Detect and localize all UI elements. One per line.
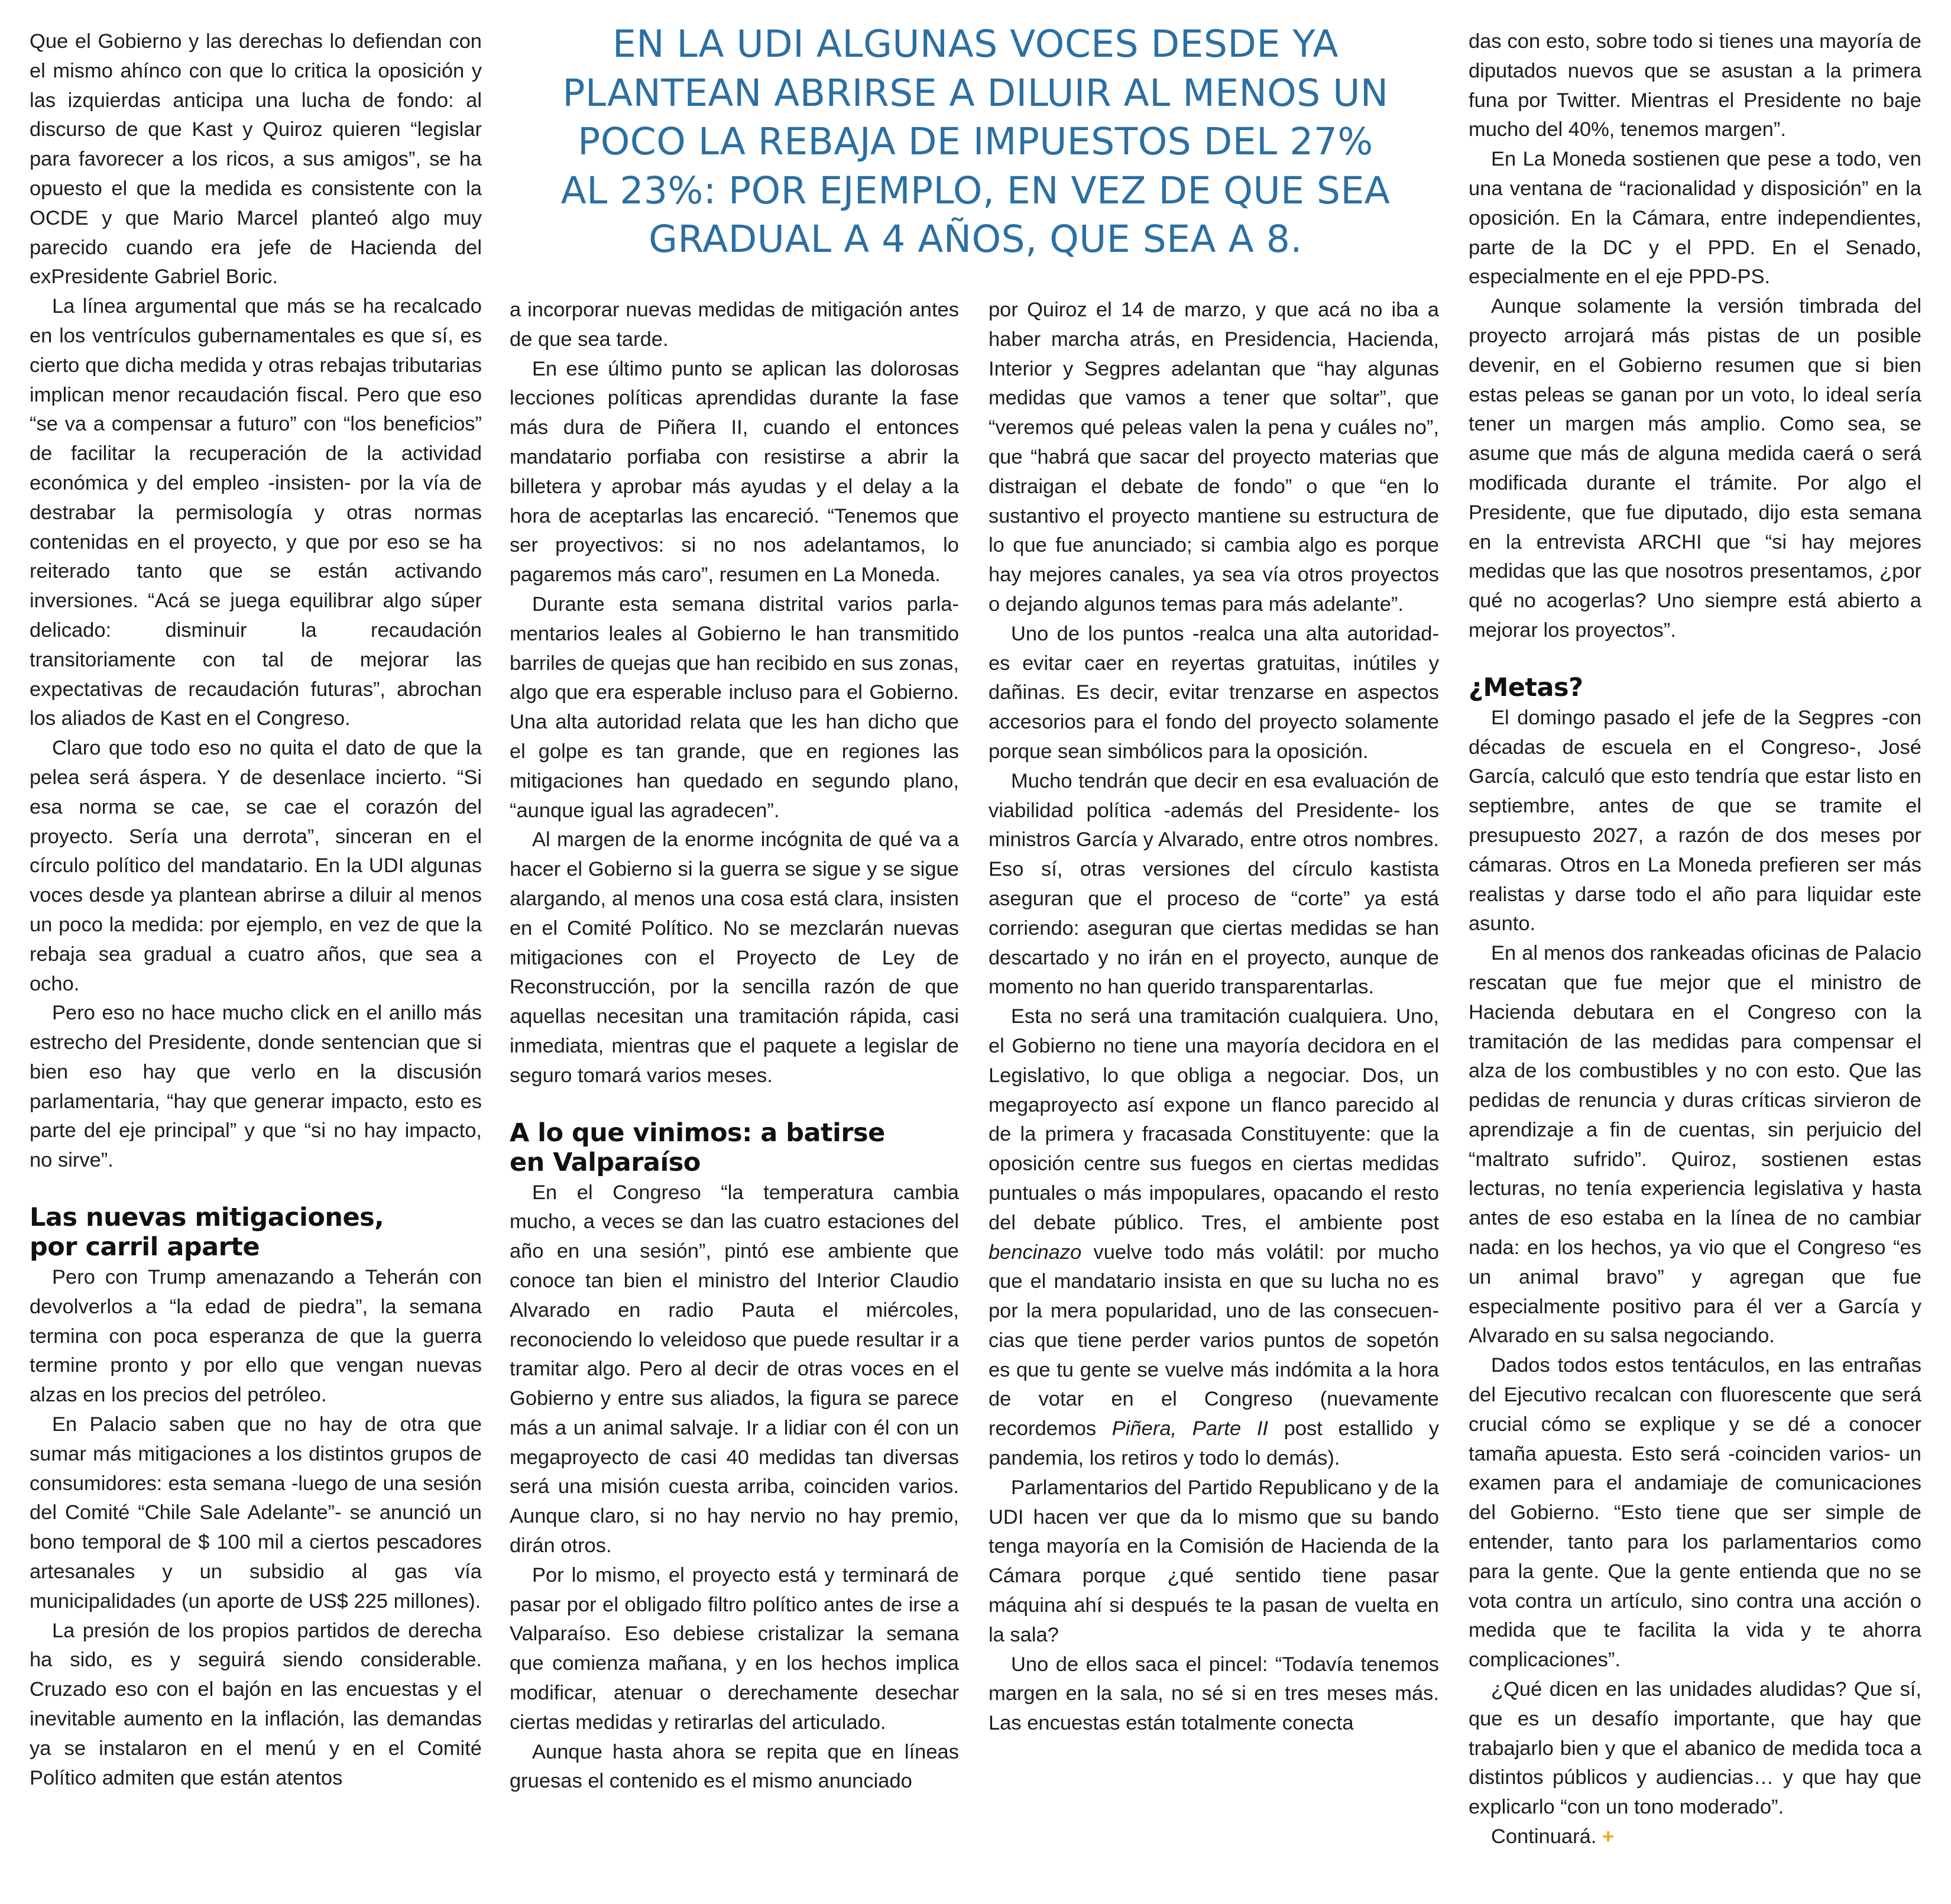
paragraph: Aunque solamente la versión timbrada del proyecto arrojará más pistas de un posible devenir, en el Gobierno resumen que si bien estas peleas se ganan por un voto, lo ideal sería tener un margen más amplio. Como sea, se asume que más de alguna medida caerá o será modificada durante el trámite. Por algo el Presidente, que fue diputado, dijo esta semana en la entrevista ARCHI que “si hay mejores medidas que las que nosotros presentamos, ¿por qué no acogerlas? Uno siempre está abierto a mejorar los proyectos”. — [1469, 295, 1921, 642]
paragraph: El domingo pasado el jefe de la Segpres -con décadas de escuela en el Congreso-, José García, calculó que esto tendría que estar listo en septiembre, antes de que se tramite el presupuesto 2027, a razón de dos meses por cámaras. Otros en La Moneda prefieren ser más realistas y darse todo el año para liquidar este asunto. — [1469, 706, 1921, 935]
subheading-line: A lo que vinimos: a batirse — [510, 1118, 885, 1148]
subheading-line: por carril aparte — [30, 1232, 260, 1262]
italic-term: bencinazo — [989, 1241, 1082, 1264]
paragraph: Dados todos estos tentáculos, en las entrañas del Ejecutivo recalcan con fluorescente que será crucial cómo se explique y se dé a conocer tamaña apuesta. Esto será -coinciden varios- un examen para el andamiaje de comunicaciones del Gobierno. “Esto tiene que ser simple de entender, tanto para los parlamentarios como para la gente. Que la gente entienda que no se vota contra un artículo, sino contra una acción o medida que te facilita la vida y te ahorra complicaciones”. — [1469, 1354, 1921, 1672]
paragraph: por Quiroz el 14 de marzo, y que acá no iba a haber marcha atrás, en Presidencia, Hacienda, Interior y Segpres adelantan que “hay algunas medidas que vamos a tener que soltar”, que “veremos qué peleas valen la pena y cuáles no”, que “habrá que sacar del proyecto materias que distraigan el debate de fondo” o que “en lo sustantivo el proyecto mantiene su estructura de lo que fue anunciado; si cambia algo es porque hay mejores canales, ya sea vía otros proyectos o dejando algunos temas para más adelante”. — [989, 299, 1439, 616]
column-2 — [510, 296, 959, 1878]
paragraph: En ese último punto se aplican las dolorosas lecciones políticas aprendidas durante la fase más dura de Piñera II, cuando el entonces mandatario porfiaba con resistirse a abrir la billetera y aprobar más ayudas y el delay a la hora de aceptarlas las encareció. “Tenemos que ser proyectivos: si no nos adelantamos, lo pagaremos más caro”, resumen en La Moneda. — [510, 357, 959, 587]
end-mark-icon: + — [1602, 1825, 1615, 1848]
column-4 — [1469, 27, 1921, 1878]
column-3 — [989, 296, 1439, 1878]
paragraph: Al margen de la enorme incógnita de qué va a hacer el Gobierno si la guerra se sigue y se sigue alargando, al menos una cosa está clara, insisten en el Comité Político. No se mezclarán nuevas mitigaciones con el Proyecto de Ley de Reconstrucción, por la sencilla razón de que aquellas necesitan una tramitación rápida, casi inmediata, mientras que el paquete a legislar de seguro tomará varios meses. — [510, 828, 959, 1087]
paragraph: Uno de ellos saca el pincel: “Todavía tenemos margen en la sala, no sé si en tres meses más. Las encuestas están totalmente conecta — [989, 1653, 1439, 1735]
paragraph: Parlamentarios del Partido Republicano y de la UDI hacen ver que da lo mismo que su bando tenga mayoría en la Comisión de Hacienda de la Cámara porque ¿qué sentido tiene pasar máquina ahí si después te la pasan de vuelta en la sala? — [989, 1476, 1439, 1646]
pull-quote-line: AL 23%: POR EJEMPLO, EN VEZ DE QUE SEA — [560, 169, 1391, 212]
paragraph: La presión de los propios partidos de derecha ha sido, es y seguirá siendo considerable. Cruzado eso con el bajón en las encuestas y el inevitable aumento en la inflación, las demandas ya se instalaron en el menú y en el Comité Político admiten que están atentos — [30, 1619, 482, 1789]
paragraph: En al menos dos rankeadas oficinas de Palacio rescatan que fue mejor que el ministro de Hacienda debutara en el Congreso con la tramitación de las medidas para compensar el alza de los combustibles y no con esto. Que las pedidas de renuncia y duras críticas sirvieron de aprendizaje a fin de cuentas, sin perjuicio del “maltrato sufrido”. Quiroz, sostienen estas lecturas, no tenía experiencia legislativa y hasta antes de eso estaba en la línea de no cambiar nada: en los hechos, ya vio que el Congreso “es un animal bravo” y agregan que fue especialmente positivo para él ver a García y Alvarado en su salsa negociando. — [1469, 942, 1921, 1348]
paragraph: Durante esta semana distrital varios parlamentarios leales al Gobierno le han transmitido barriles de quejas que han recibido en sus zonas, algo que era esperable incluso para el Gobierno. Una alta autoridad relata que les han dicho que el golpe es tan grande, que en regiones las mitigaciones han quedado en segundo plano, “aunque igual las agradecen”. — [510, 592, 959, 822]
paragraph: En Palacio saben que no hay de otra que sumar más mitigaciones a los distintos grupos de consumidores: esta semana -luego de una sesión del Comité “Chile Sale Adelante”- se anunció un bono temporal de $ 100 mil a ciertos pescadores artesanales y un subsidio al gas vía municipalidades (un aporte de US$ 225 millones). — [30, 1413, 482, 1612]
subheading-line: en Valparaíso — [510, 1147, 701, 1177]
subheading: ¿Metas? — [1469, 672, 1583, 702]
text-run: vuelve todo más volátil: por mucho que el mandatario insista en que su lucha no es por la mera popularidad, uno de las consecuencias que tiene perder varios puntos de sopetón es que tu gente se vuelve más indómita a la hora de votar en el Congreso (nuevamente recordemos — [989, 1241, 1439, 1440]
paragraph: La línea argumental que más se ha recalcado en los ventrículos gubernamentales es que sí, es cierto que dicha medida y otras rebajas tributarias implican menor recaudación fiscal. Pero que eso “se va a compensar a futuro” con “los beneficios” de facilitar la recuperación de la actividad económica y del empleo -insisten- por la vía de destrabar la permisología y otras normas contenidas en el proyecto, y que por eso se ha reiterado tanto que se están activando inversiones. “Acá se juega equilibrar algo súper delicado: disminuir la recaudación transitoriamente con tal de mejorar las expectativas de recaudación futuras”, abrochan los aliados de Kast en el Congreso. — [30, 295, 482, 730]
pull-quote-line: GRADUAL A 4 AÑOS, QUE SEA A 8. — [649, 218, 1302, 261]
paragraph: Pero con Trump amenazando a Teherán con devolverlos a “la edad de piedra”, la semana termina con poca esperanza de que la guerra termine pronto y por ello que vengan nuevas alzas en los precios del petróleo. — [30, 1266, 482, 1407]
text-run: post estallido y pandemia, los retiros y todo lo demás). — [989, 1417, 1439, 1470]
paragraph: En La Moneda sostienen que pese a todo, ven una ventana de “racionalidad y disposición” en la oposición. En la Cámara, entre independientes, parte de la DC y el PPD. En el Senado, especialmente en el eje PPD-PS. — [1469, 148, 1921, 289]
subheading-line: Las nuevas mitigaciones, — [30, 1203, 384, 1233]
paragraph: das con esto, sobre todo si tienes una mayoría de diputados nuevos que se asustan a la primera funa por Twitter. Mientras el Presidente no baje mucho del 40%, tenemos margen”. — [1469, 30, 1921, 141]
pull-quote-line: POCO LA REBAJA DE IMPUESTOS DEL 27% — [578, 120, 1373, 163]
subheading — [510, 1118, 959, 1177]
paragraph: Pero eso no hace mucho click en el anillo más estrecho del Presidente, donde sentencian que si bien eso hay que verlo en la discusión parlamentaria, “hay que generar impacto, esto es parte del eje principal” y que “si no hay impacto, no sirve”. — [30, 1002, 482, 1172]
pull-quote-line: PLANTEAN ABRIRSE A DILUIR AL MENOS UN — [562, 71, 1389, 115]
paragraph: Que el Gobierno y las derechas lo defiendan con el mismo ahínco con que lo critica la oposición y las izquierdas anticipa una lucha de fondo: al discurso de que Kast y Quiroz quieren “legislar para favorecer a los ricos, a sus amigos”, se ha opuesto el que la medida es consistente con la OCDE y que Mario Marcel planteó algo muy parecido cuando era jefe de Hacienda del exPresidente Gabriel Boric. — [30, 30, 482, 289]
column-1 — [30, 27, 482, 1878]
paragraph: Mucho tendrán que decir en esa evaluación de viabilidad política -además del Presidente- los ministros García y Alvarado, entre otros nombres. Eso sí, otras versiones del círculo kastista aseguran que el proceso de “corte” ya está corriendo: aseguran que ciertas medidas se han descartado y no irán en el proyecto, aunque de momento no han querido transparentarlas. — [989, 769, 1439, 999]
text-run: Esta no será una tramitación cualquiera. Uno, el Gobierno no tiene una mayoría decidora en el Legislativo, lo que obliga a negociar. Dos, un megaproyecto así expone un flanco parecido al de la primera y fracasada Constituyente: que la oposición centre sus fuegos en ciertas medidas puntuales o más impopulares, opacando el resto del debate público. Tres, el ambiente post — [989, 1005, 1439, 1234]
subheading — [30, 1203, 482, 1262]
paragraph: a incorporar nuevas medidas de mitigación antes de que sea tarde. — [510, 299, 959, 351]
pull-quote — [520, 20, 1431, 264]
paragraph: Aunque hasta ahora se repita que en líneas gruesas el contenido es el mismo anunciado — [510, 1740, 959, 1793]
paragraph: ¿Qué dicen en las unidades aludidas? Que sí, que es un desafío importante, que hay que trabajarlo bien y que el abanico de medida toca a distintos públicos y audiencias… y que hay que explicarlo “con un tono moderado”. — [1469, 1678, 1921, 1819]
paragraph — [989, 1002, 1439, 1474]
pull-quote-line: EN LA UDI ALGUNAS VOCES DESDE YA — [612, 22, 1339, 66]
italic-term: Piñera, Parte II — [1111, 1417, 1269, 1440]
closing-text: Continuará. — [1491, 1825, 1597, 1848]
paragraph: En el Congreso “la temperatura cambia mucho, a veces se dan las cuatro estaciones del año en una sesión”, pintó ese ambiente que conoce tan bien el ministro del Interior Claudio Alvarado en radio Pauta el miércoles, reconociendo lo veleidoso que puede resultar ir a tramitar algo. Pero al decir de otras voces en el Gobierno y entre sus aliados, la figura se parece más a un animal salvaje. Ir a lidiar con él con un megaproyecto de casi 40 medidas tan diversas será una misión cuesta arriba, coinciden varios. Aunque claro, si no hay nervio no hay premio, dirán otros. — [510, 1181, 959, 1557]
paragraph: Por lo mismo, el proyecto está y terminará de pasar por el obligado filtro político antes de irse a Valparaíso. Eso debiese cristalizar la semana que comienza mañana, y en los hechos implica modificar, atenuar o derechamente desechar ciertas medidas y retirarlas del articulado. — [510, 1563, 959, 1734]
paragraph: Claro que todo eso no quita el dato de que la pelea será áspera. Y de desenlace incierto. “Si esa norma se cae, se cae el corazón del proyecto. Sería una derrota”, sinceran en el círculo político del mandatario. En la UDI algunas voces desde ya plantean abrirse a diluir al menos un poco la medida: por ejemplo, en vez de que la rebaja sea gradual a cuatro años, que sea a ocho. — [30, 737, 482, 995]
closing-paragraph — [1469, 1822, 1921, 1852]
paragraph: Uno de los puntos -realca una alta autoridad- es evitar caer en reyertas gratuitas, inútiles y dañinas. Es decir, evitar trenzarse en aspectos accesorios para el fondo del proyecto solamente porque sean simbólicos para la oposición. — [989, 622, 1439, 763]
